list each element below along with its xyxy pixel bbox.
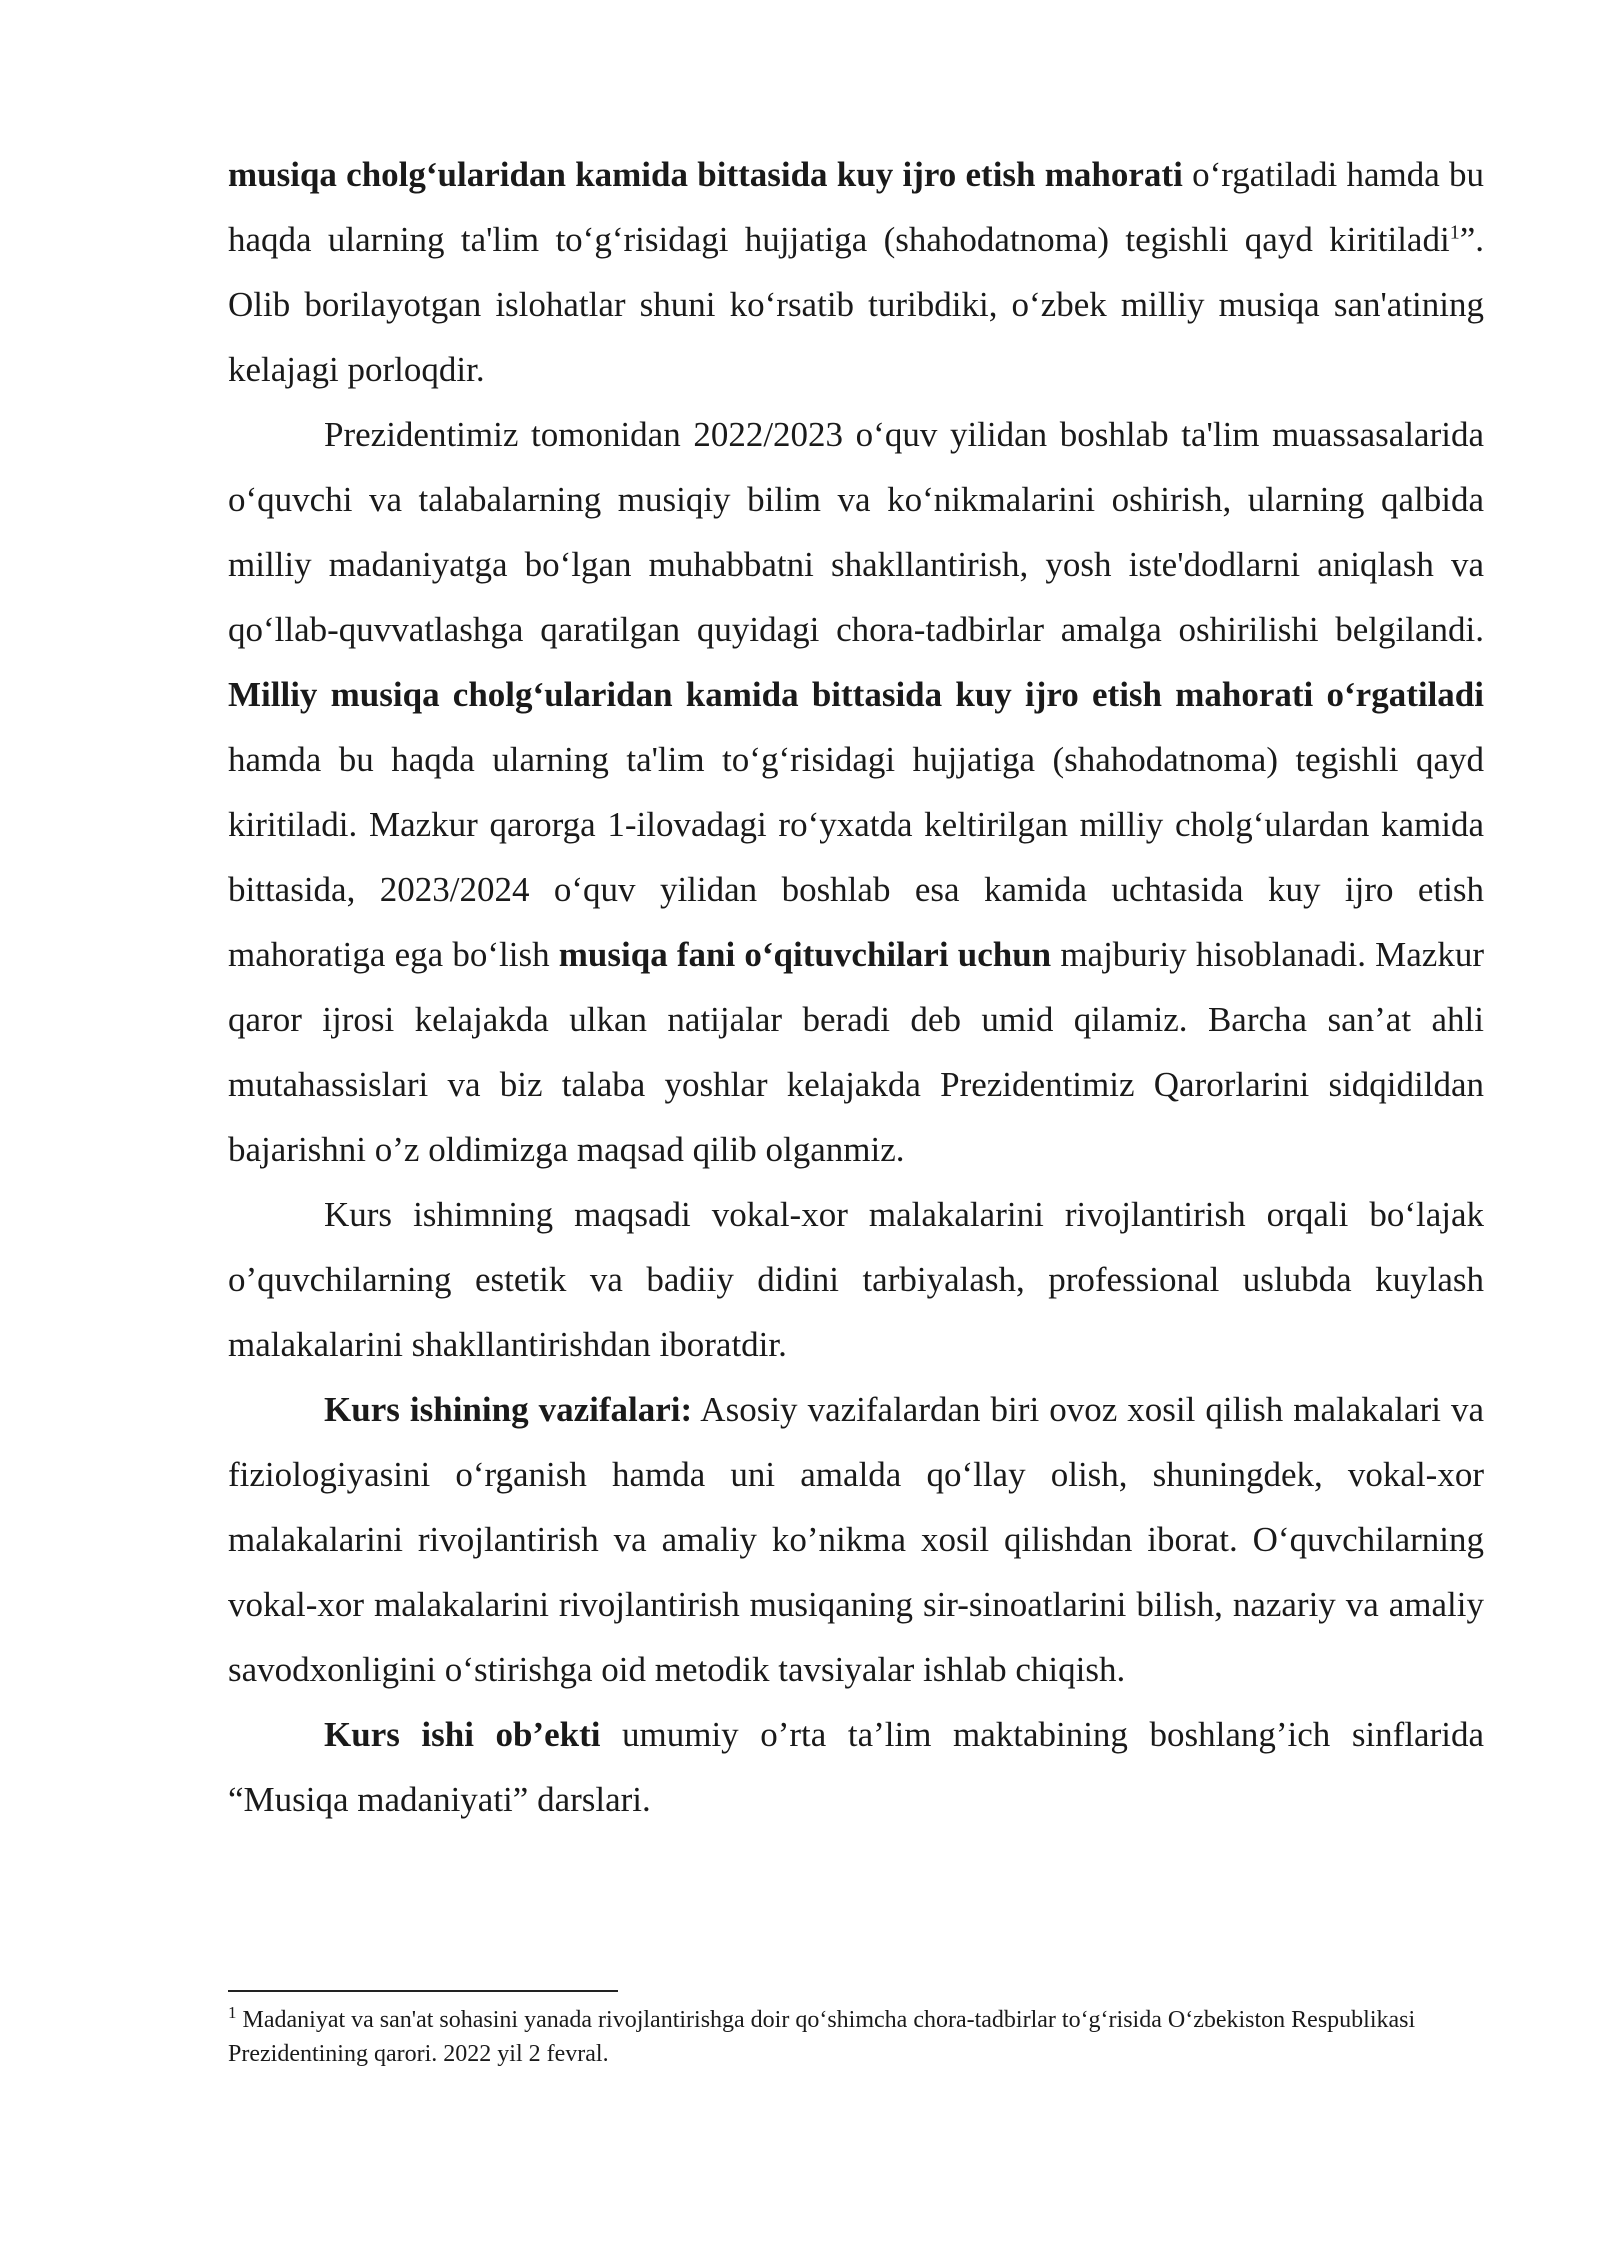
footnote-text: Madaniyat va san'at sohasini yanada rivojlantirishga doir qo‘shimcha chora-tadbirlar to‘g‘risida O‘zbekiston Respublikasi Prezidentining qarori. 2022 yil 2 fevral. — [228, 2007, 1416, 2067]
text-run: Prezidentimiz tomonidan 2022/2023 o‘quv yilidan boshlab ta'lim muassasalarida o‘quvchi va talabalarning musiqiy bilim va ko‘nikmalarini oshirish, ularning qalbida milliy madaniyatga bo‘lgan muhabbatni shakllantirish, yosh iste'dodlarni aniqlash va qo‘llab-quvvatlashga qaratilgan quyidagi chora-tadbirlar amalga oshirilishi belgilandi. — [228, 415, 1484, 649]
document-body — [228, 142, 1484, 1832]
text-run: umumiy o’rta ta’lim maktabining boshlang’ich sinflarida “Musiqa madaniyati” darslari. — [228, 1715, 1484, 1819]
bold-text: Kurs ishi ob’ekti — [324, 1715, 601, 1754]
paragraph — [228, 1182, 1484, 1377]
text-run: ”. Olib borilayotgan islohatlar shuni ko‘rsatib turibdiki, o‘zbek milliy musiqa san'atining kelajagi porloqdir. — [228, 220, 1484, 389]
text-run: majburiy hisoblanadi. Mazkur qaror ijrosi kelajakda ulkan natijalar beradi deb umid qilamiz. Barcha san’at ahli mutahassislari va biz talaba yoshlar kelajakda Prezidentimiz Qarorlarini sidqidildan bajarishni o’z oldimizga maqsad qilib olganmiz. — [228, 935, 1484, 1169]
text-run: Kurs ishimning maqsadi vokal-xor malakalarini rivojlantirish orqali bo‘lajak o’quvchilarning estetik va badiiy didini tarbiyalash, professional uslubda kuylash malakalarini shakllantirishdan iboratdir. — [228, 1195, 1484, 1364]
bold-text: Milliy musiqa cholg‘ularidan kamida bittasida kuy ijro etish mahorati o‘rgatiladi — [228, 675, 1484, 714]
text-run: hamda bu haqda ularning ta'lim to‘g‘risidagi hujjatiga (shahodatnoma) tegishli qayd kiritiladi. Mazkur qarorga 1-ilovadagi ro‘yxatda keltirilgan milliy cholg‘ulardan kamida bittasida, 2023/2024 o‘quv yilidan boshlab esa kamida uchtasida kuy ijro etish mahoratiga ega bo‘lish — [228, 740, 1484, 974]
bold-text: Kurs ishining vazifalari: — [324, 1390, 693, 1429]
footnote-reference: 1 — [1449, 221, 1460, 244]
bold-text: musiqa fani o‘qituvchilari uchun — [558, 935, 1052, 974]
footnote-marker: 1 — [228, 2003, 237, 2022]
text-run: Asosiy vazifalardan biri ovoz xosil qilish malakalari va fiziologiyasini o‘rganish hamda uni amalda qo‘llay olish, shuningdek, vokal-xor malakalarini rivojlantirish va amaliy ko’nikma xosil qilishdan iborat. O‘quvchilarning vokal-xor malakalarini rivojlantirish musiqaning sir-sinoatlarini bilish, nazariy va amaliy savodxonligini o‘stirishga oid metodik tavsiyalar ishlab chiqish. — [228, 1390, 1485, 1689]
footnote — [228, 2003, 1484, 2071]
paragraph — [228, 1702, 1484, 1832]
text-run: o‘rgatiladi hamda bu haqda ularning ta'lim to‘g‘risidagi hujjatiga (shahodatnoma) tegishli qayd kiritiladi — [228, 155, 1484, 259]
bold-text: musiqa cholg‘ularidan kamida bittasida kuy ijro etish mahorati — [228, 155, 1183, 194]
paragraph — [228, 402, 1484, 1182]
paragraph — [228, 142, 1484, 402]
paragraph — [228, 1377, 1484, 1702]
footnote-separator — [228, 1990, 618, 1992]
